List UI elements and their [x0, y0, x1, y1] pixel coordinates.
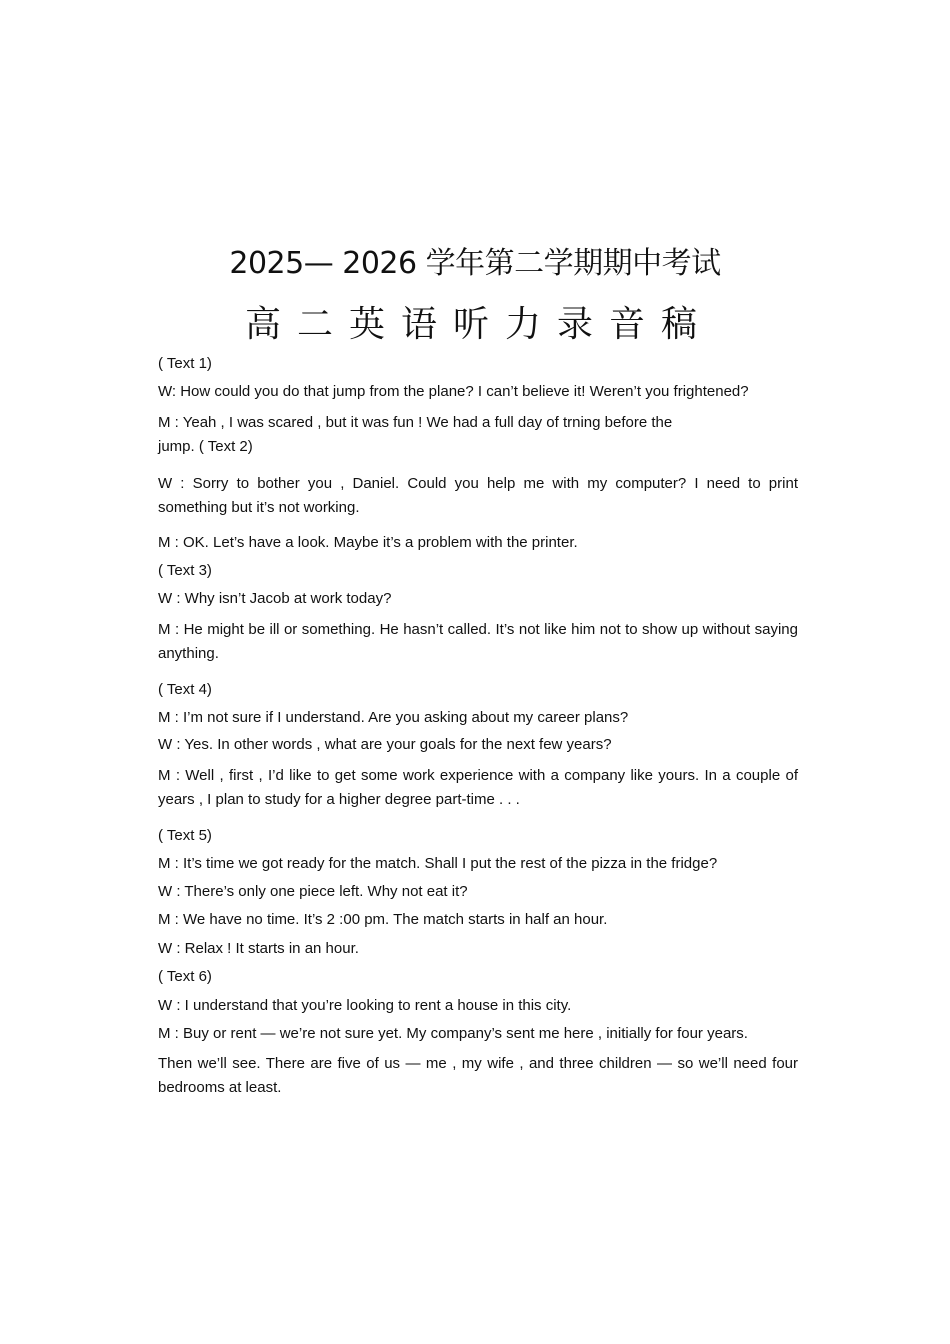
dialogue-line: W : There’s only one piece left. Why not eat it?	[158, 883, 468, 900]
dialogue-line: M : Yeah , I was scared , but it was fun ! We had a full day of trning before the	[158, 414, 673, 431]
dialogue-line: M : It’s time we got ready for the match. Shall I put the rest of the pizza in the fridge?	[158, 855, 718, 872]
dialogue-line: W: How could you do that jump from the plane? I can’t believe it! Weren’t you frightened?	[158, 383, 749, 400]
dialogue-line: M : We have no time. It’s 2 :00 pm. The match starts in half an hour.	[158, 911, 608, 928]
dialogue-line: M : OK. Let’s have a look. Maybe it’s a problem with the printer.	[158, 534, 578, 551]
dialogue-line: W : Relax ! It starts in an hour.	[158, 940, 359, 957]
exam-title: 2025— 2026 学年第二学期期中考试	[229, 246, 721, 281]
dialogue-line: M : I’m not sure if I understand. Are you asking about my career plans?	[158, 709, 629, 726]
dialogue-line: M : Buy or rent — we’re not sure yet. My company’s sent me here , initially for four years.	[158, 1025, 748, 1042]
dialogue-line: W : I understand that you’re looking to rent a house in this city.	[158, 997, 572, 1014]
dialogue-line: jump. ( Text 2)	[158, 438, 253, 455]
dialogue-line: W : Sorry to bother you , Daniel. Could you help me with my computer? I need to print something but it’s not working.	[158, 475, 798, 516]
dialogue-line: Then we’ll see. There are five of us — me , my wife , and three children — so we’ll need four bedrooms at least.	[158, 1055, 798, 1096]
dialogue-line: W : Why isn’t Jacob at work today?	[158, 590, 392, 607]
dialogue-line: M : He might be ill or something. He hasn’t called. It’s not like him not to show up without saying anything.	[158, 621, 798, 662]
text-label-6: ( Text 6)	[158, 968, 212, 985]
text-label-5: ( Text 5)	[158, 827, 212, 844]
dialogue-line: M : Well , first , I’d like to get some work experience with a company like yours. In a couple of years , I plan to study for a higher degree part-time . . .	[158, 767, 798, 808]
text-label-3: ( Text 3)	[158, 562, 212, 579]
document-heading: 高二英语听力录音稿	[244, 304, 713, 345]
text-label-4: ( Text 4)	[158, 681, 212, 698]
dialogue-line: W : Yes. In other words , what are your goals for the next few years?	[158, 736, 612, 753]
text-label-1: ( Text 1)	[158, 355, 212, 372]
